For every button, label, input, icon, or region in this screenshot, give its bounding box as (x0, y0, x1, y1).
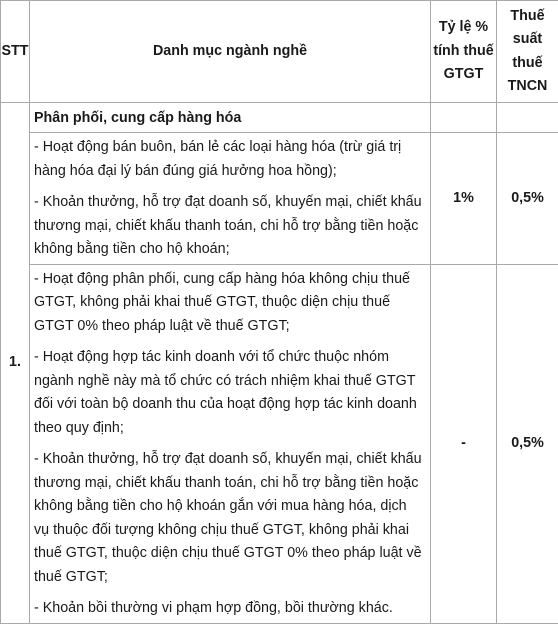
list-item: - Khoản bồi thường vi phạm hợp đồng, bồi thường khác. (34, 600, 393, 616)
group2-pit-rate: 0,5% (497, 264, 558, 623)
group1-description (30, 133, 431, 265)
table-header-row (1, 1, 558, 103)
category-title-pit-cell (497, 103, 558, 133)
header-pit-rate: Thuế suất thuế TNCN (497, 1, 558, 103)
list-item: - Hoạt động hợp tác kinh doanh với tổ chức thuộc nhóm ngành nghề này mà tổ chức có trách nhiệm khai thuế GTGT đối với toàn bộ doanh thu của hoạt động hợp tác kinh doanh theo quy định; (34, 349, 417, 436)
group1-vat-rate: 1% (431, 133, 497, 265)
header-stt: STT (1, 1, 30, 103)
list-item: - Khoản thưởng, hỗ trợ đạt doanh số, khuyến mại, chiết khấu thương mại, chiết khấu thanh toán, chi hỗ trợ bằng tiền hoặc không bằng tiền cho hộ khoán; (34, 194, 422, 257)
table-row (1, 264, 558, 623)
category-title-row (1, 103, 558, 133)
list-item: - Khoản thưởng, hỗ trợ đạt doanh số, khuyến mại, chiết khấu thương mại, chiết khấu thanh toán, chi hỗ trợ bằng tiền hoặc không bằng tiền cho hộ khoán gắn với mua hàng hóa, dịch vụ thuộc đối tượng không chịu thuế GTGT, không phải khai thuế GTGT, thuộc diện chịu thuế GTGT 0% theo pháp luật về thuế GTGT; (34, 451, 422, 585)
table-row (1, 133, 558, 265)
row-stt: 1. (1, 103, 30, 624)
header-vat-rate: Tỷ lệ % tính thuế GTGT (431, 1, 497, 103)
list-item: - Hoạt động phân phối, cung cấp hàng hóa không chịu thuế GTGT, không phải khai thuế GTGT, thuộc diện chịu thuế GTGT 0% theo pháp luật về thuế GTGT; (34, 270, 410, 334)
category-title: Phân phối, cung cấp hàng hóa (30, 103, 431, 133)
category-title-vat-cell (431, 103, 497, 133)
group2-description (30, 264, 431, 623)
group2-vat-rate: - (431, 264, 497, 623)
header-category: Danh mục ngành nghề (30, 1, 431, 103)
list-item: - Hoạt động bán buôn, bán lẻ các loại hàng hóa (trừ giá trị hàng hóa đại lý bán đúng giá hưởng hoa hồng); (34, 139, 402, 179)
group1-pit-rate: 0,5% (497, 133, 558, 265)
